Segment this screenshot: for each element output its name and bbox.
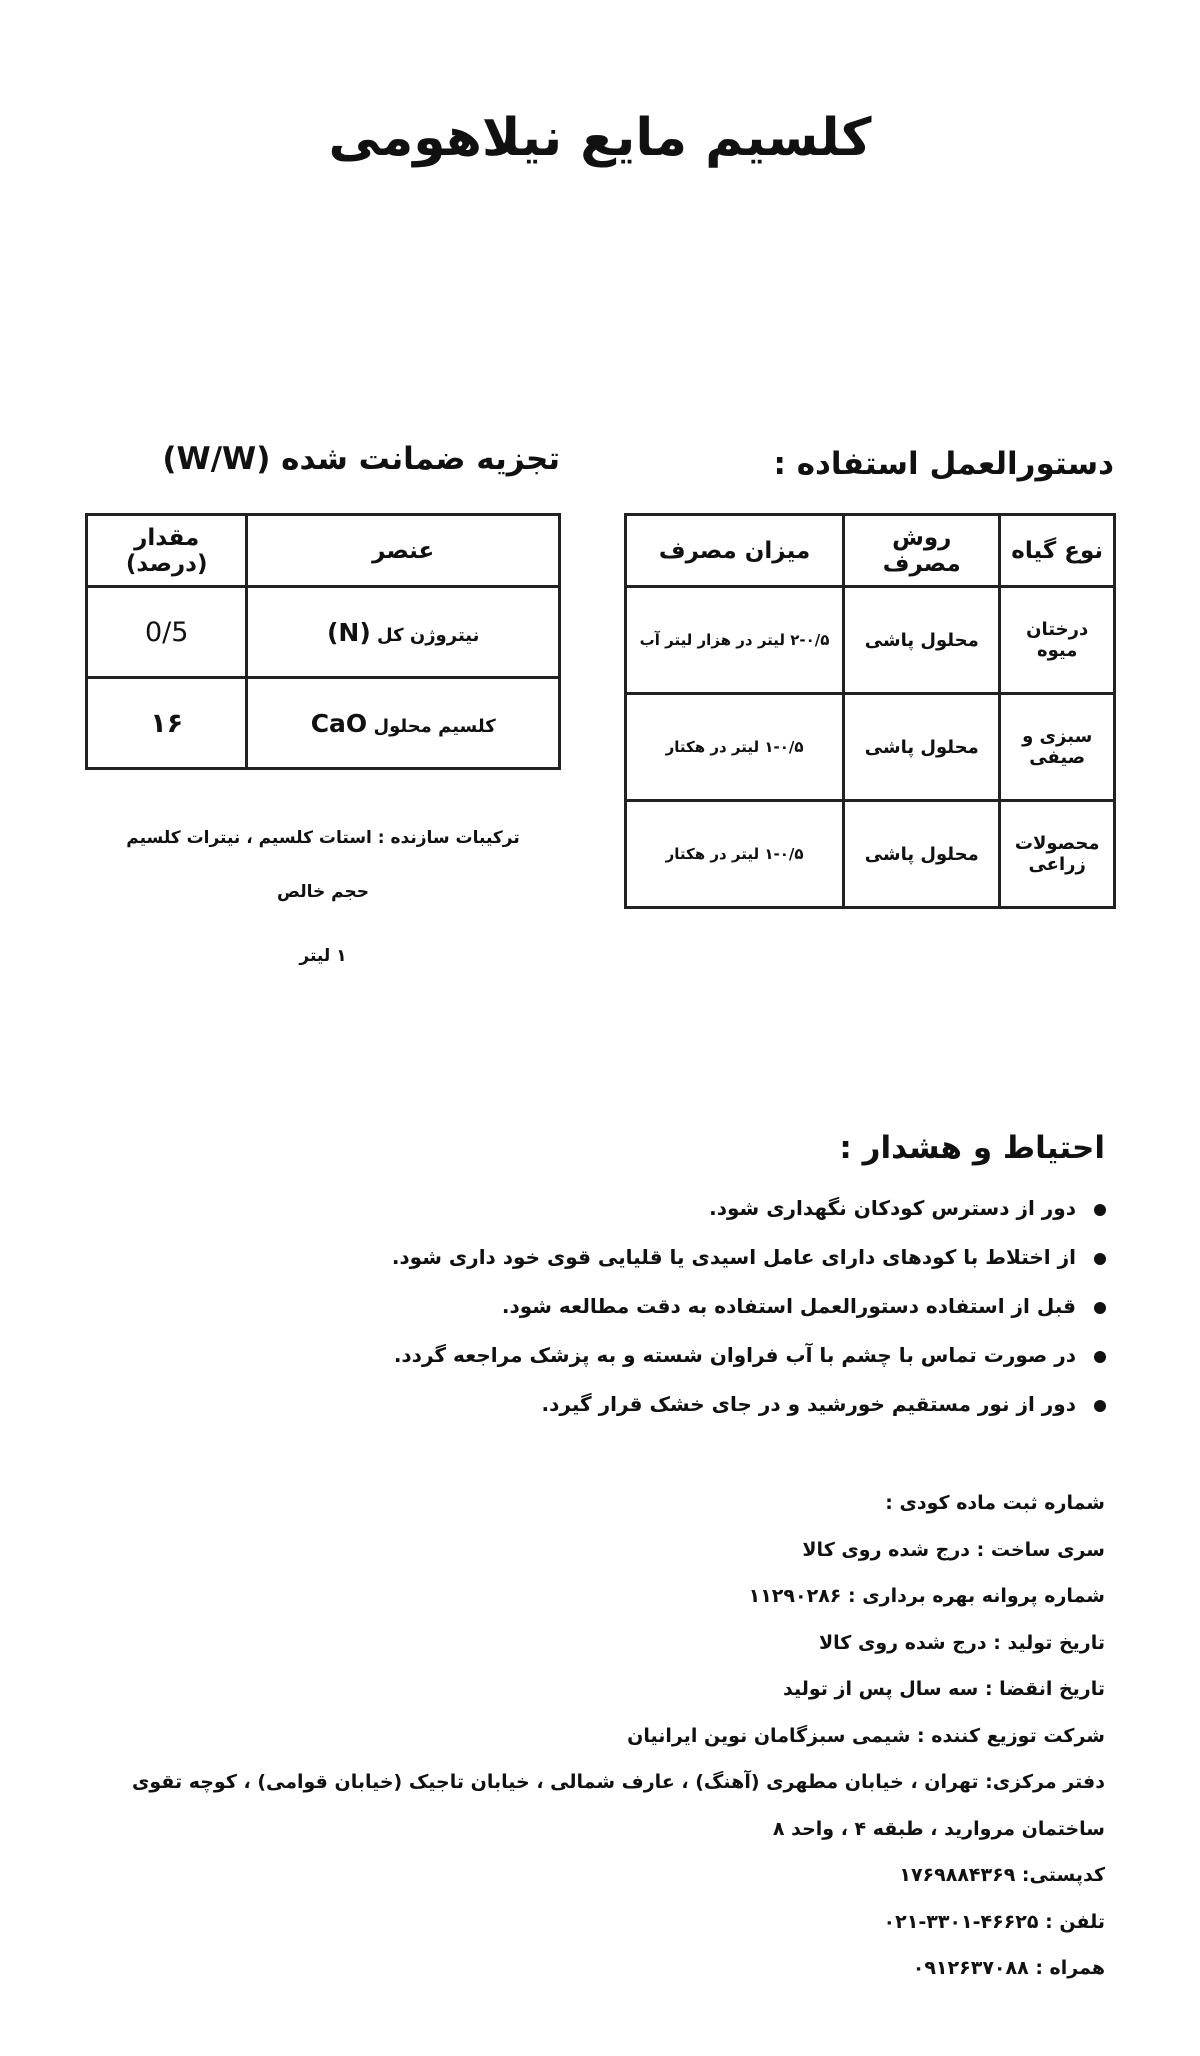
table-row bbox=[626, 694, 1115, 801]
warning-text: دور از نور مستقیم خورشید و در جای خشک قرار گیرد. bbox=[541, 1392, 1076, 1416]
table-row bbox=[87, 587, 560, 678]
element-symbol: CaO bbox=[310, 708, 368, 738]
batch-number: سری ساخت : درج شده روی کالا bbox=[802, 1538, 1105, 1561]
table-header-row bbox=[626, 515, 1115, 587]
element-symbol: (N) bbox=[326, 617, 371, 647]
element-name: کلسیم محلول bbox=[373, 715, 496, 737]
bullet-icon bbox=[1094, 1302, 1106, 1314]
plant-cell: سبزی و صیفی bbox=[1000, 694, 1115, 801]
table-row bbox=[626, 587, 1115, 694]
usage-heading: دستورالعمل استفاده : bbox=[773, 446, 1114, 482]
element-cell bbox=[247, 587, 560, 678]
bullet-icon bbox=[1094, 1204, 1106, 1216]
column-header-element: عنصر bbox=[247, 515, 560, 587]
bullet-icon bbox=[1094, 1400, 1106, 1412]
plant-cell: درختان میوه bbox=[1000, 587, 1115, 694]
rate-cell: ۱-۰/۵ لیتر در هکتار bbox=[626, 801, 844, 908]
value-cell: ۱۶ bbox=[87, 678, 247, 769]
warnings-heading: احتیاط و هشدار : bbox=[839, 1130, 1105, 1166]
license-number: شماره پروانه بهره برداری : ۱۱۲۹۰۲۸۶ bbox=[748, 1585, 1105, 1607]
column-header-plant: نوع گیاه bbox=[1000, 515, 1115, 587]
warning-text: از اختلاط با کودهای دارای عامل اسیدی یا قلیایی قوی خود داری شود. bbox=[391, 1245, 1076, 1269]
rate-cell: ۲-۰/۵ لیتر در هزار لیتر آب bbox=[626, 587, 844, 694]
building-address: ساختمان مروارید ، طبقه ۴ ، واحد ۸ bbox=[772, 1817, 1105, 1840]
list-item bbox=[392, 1291, 1106, 1340]
analysis-heading: تجزیه ضمانت شده (W/W) bbox=[162, 441, 560, 477]
registration-number: شماره ثبت ماده کودی : bbox=[885, 1492, 1105, 1514]
list-item bbox=[392, 1242, 1106, 1291]
analysis-table bbox=[85, 513, 561, 770]
distributor: شرکت توزیع کننده : شیمی سبزگامان نوین ایرانیان bbox=[627, 1724, 1105, 1747]
ingredients-text: ترکیبات سازنده : استات کلسیم ، نیترات کلسیم bbox=[126, 828, 520, 848]
usage-table bbox=[624, 513, 1116, 909]
element-cell bbox=[247, 678, 560, 769]
warnings-list bbox=[392, 1193, 1106, 1438]
method-cell: محلول پاشی bbox=[844, 587, 1000, 694]
column-header-method: روش مصرف bbox=[844, 515, 1000, 587]
method-cell: محلول پاشی bbox=[844, 801, 1000, 908]
table-header-row bbox=[87, 515, 560, 587]
warning-text: قبل از استفاده دستورالعمل استفاده به دقت مطالعه شود. bbox=[501, 1294, 1076, 1318]
production-date: تاریخ تولید : درج شده روی کالا bbox=[819, 1631, 1105, 1654]
list-item bbox=[392, 1193, 1106, 1242]
method-cell: محلول پاشی bbox=[844, 694, 1000, 801]
mobile-number: همراه : ۰۹۱۲۶۳۷۰۸۸ bbox=[912, 1957, 1105, 1979]
list-item bbox=[392, 1389, 1106, 1438]
product-title: کلسیم مایع نیلاهومی bbox=[328, 108, 872, 168]
rate-cell: ۱-۰/۵ لیتر در هکتار bbox=[626, 694, 844, 801]
net-volume-label: حجم خالص bbox=[277, 882, 369, 902]
product-info bbox=[132, 1488, 1105, 2000]
element-name: نیتروژن کل bbox=[377, 624, 480, 646]
value-cell: 0/5 bbox=[87, 587, 247, 678]
net-volume-value: ۱ لیتر bbox=[299, 946, 347, 966]
postal-code: کدپستی: ۱۷۶۹۸۸۴۳۶۹ bbox=[899, 1864, 1105, 1886]
table-row bbox=[626, 801, 1115, 908]
expiry-date: تاریخ انقضا : سه سال پس از تولید bbox=[783, 1678, 1105, 1700]
table-row bbox=[87, 678, 560, 769]
office-address: دفتر مرکزی: تهران ، خیابان مطهری (آهنگ) ، عارف شمالی ، خیابان تاجیک (خیابان قوامی) ، کوچه تقوی bbox=[131, 1771, 1105, 1793]
bullet-icon bbox=[1094, 1253, 1106, 1265]
list-item bbox=[392, 1340, 1106, 1389]
warning-text: در صورت تماس با چشم با آب فراوان شسته و به پزشک مراجعه گردد. bbox=[393, 1343, 1076, 1367]
phone-number: تلفن : ۴۶۶۲۵-۳۳۰۱-۰۲۱ bbox=[883, 1910, 1105, 1933]
bullet-icon bbox=[1094, 1351, 1106, 1363]
warning-text: دور از دسترس کودکان نگهداری شود. bbox=[709, 1196, 1076, 1220]
plant-cell: محصولات زراعی bbox=[1000, 801, 1115, 908]
column-header-amount: مقدار (درصد) bbox=[87, 515, 247, 587]
column-header-rate: میزان مصرف bbox=[626, 515, 844, 587]
